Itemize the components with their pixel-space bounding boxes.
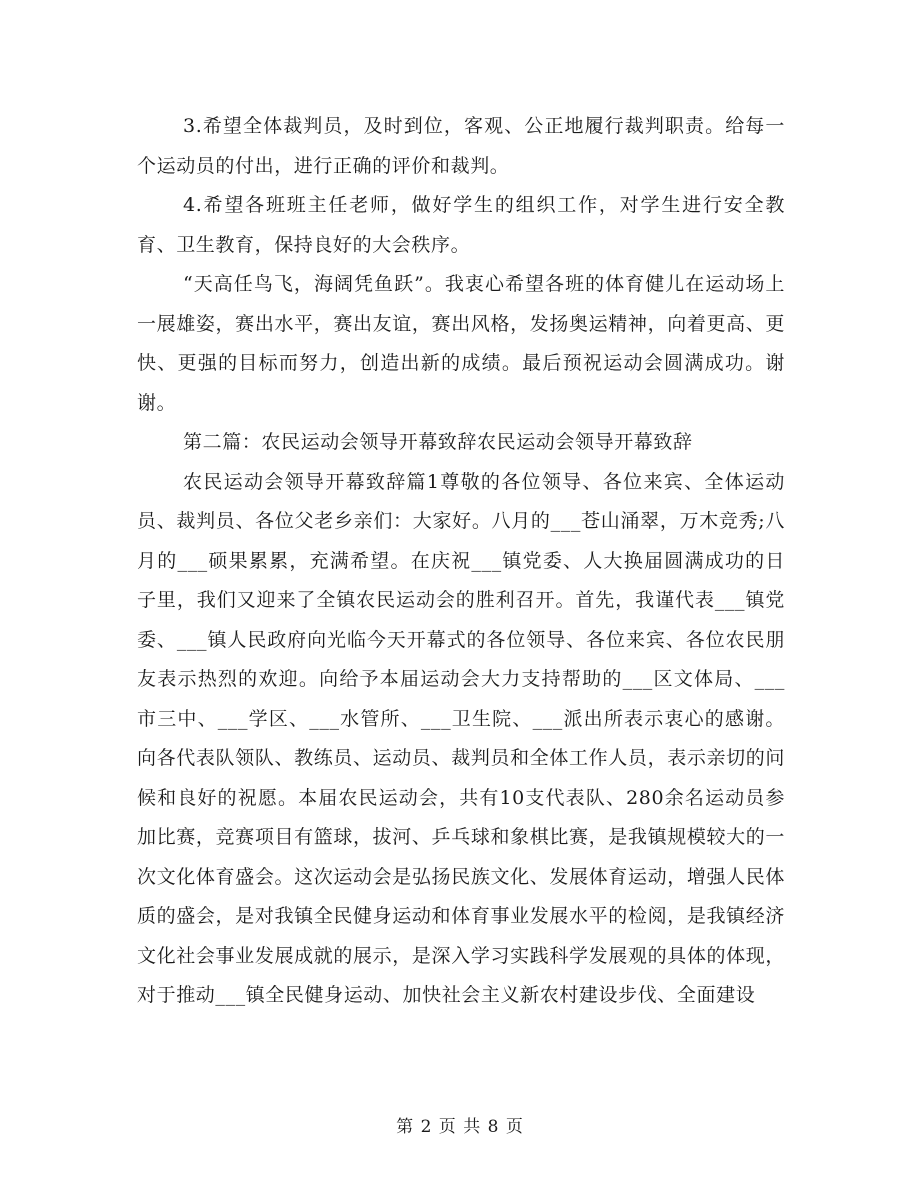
document-body [137, 107, 785, 1016]
paragraph-closing: “天高任鸟飞，海阔凭鱼跃”。我衷心希望各班的体育健儿在运动场上一展雄姿，赛出水平，赛出友谊，赛出风格，发扬奥运精神，向着更高、更快、更强的目标而努力，创造出新的成绩。最后预祝运动会圆满成功。谢谢。 [137, 273, 785, 414]
paragraph-speech: 农民运动会领导开幕致辞篇1尊敬的各位领导、各位来宾、全体运动员、裁判员、各位父老乡亲们：大家好。八月的___苍山涌翠，万木竞秀;八月的___硕果累累，充满希望。在庆祝___镇党委、人大换届圆满成功的日子里，我们又迎来了全镇农民运动会的胜利召开。首先，我谨代表___镇党委、___镇人民政府向光临今天开幕式的各位领导、各位来宾、各位农民朋友表示热烈的欢迎。向给予本届运动会大力支持帮助的___区文体局、___市三中、___学区、___水管所、___卫生院、___派出所表示衷心的感谢。向各代表队领队、教练员、运动员、裁判员和全体工作人员，表示亲切的问候和良好的祝愿。本届农民运动会，共有10支代表队、280余名运动员参加比赛，竞赛项目有篮球，拔河、乒乓球和象棋比赛，是我镇规模较大的一次文化体育盛会。这次运动会是弘扬民族文化、发展体育运动，增强人民体质的盛会，是对我镇全民健身运动和体育事业发展水平的检阅，是我镇经济文化社会事业发展成就的展示，是深入学习实践科学发展观的具体的体现，对于推动___镇全民健身运动、加快社会主义新农村建设步伐、全面建设 [137, 470, 785, 1006]
paragraph-item-4: 4.希望各班班主任老师，做好学生的组织工作，对学生进行安全教育、卫生教育，保持良好的大会秩序。 [137, 194, 785, 256]
section-heading: 第二篇：农民运动会领导开幕致辞农民运动会领导开幕致辞 [183, 431, 693, 453]
page-number: 第 2 页 共 8 页 [396, 1117, 524, 1137]
paragraph-item-3: 3.希望全体裁判员，及时到位，客观、公正地履行裁判职责。给每一个运动员的付出，进行正确的评价和裁判。 [137, 115, 785, 177]
